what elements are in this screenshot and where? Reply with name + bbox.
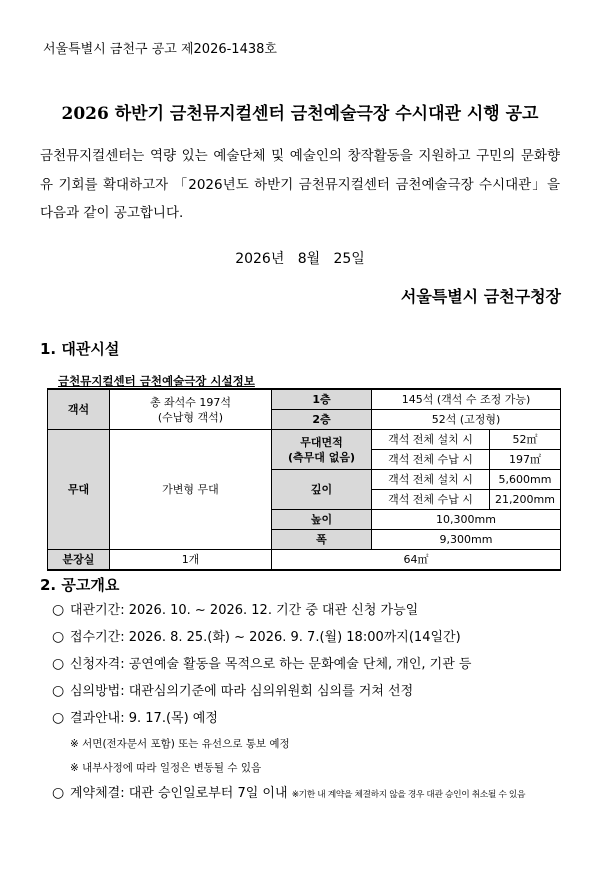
stage-label: 무대 [48,430,110,550]
list-item: ○ 결과안내: 9. 17.(목) 예정 [52,705,572,732]
section-heading-facilities: 1. 대관시설 [40,340,120,358]
circle-bullet-icon: ○ [52,602,65,618]
schedule-note: ※ 내부사정에 따라 일정은 변동될 수 있음 [70,762,262,774]
table-caption: 금천뮤지컬센터 금천예술극장 시설정보 [58,374,255,388]
contract-note: ※기한 내 계약을 체결하지 않을 경우 대관 승인이 취소될 수 있음 [291,790,526,800]
height-val: 10,300mm [372,510,561,530]
floor2-label: 2층 [272,410,372,430]
notice-number: 서울특별시 금천구 공고 제2026-1438호 [43,42,277,57]
area-row1-cond: 객석 전체 설치 시 [372,430,490,450]
circle-bullet-icon: ○ [52,656,65,672]
area-row2-cond: 객석 전체 수납 시 [372,450,490,470]
note-mark-icon: ※ [70,738,79,750]
depth-label: 깊이 [272,470,372,510]
width-val: 9,300mm [372,530,561,550]
circle-bullet-icon: ○ [52,683,65,699]
dressing-count: 1개 [110,550,272,571]
note-mark-icon: ※ [70,762,79,774]
seating-label: 객석 [48,389,110,430]
stage-type: 가변형 무대 [110,430,272,550]
facility-table [47,388,561,571]
list-item: ○ 신청자격: 공연예술 활동을 목적으로 하는 문화예술 단체, 개인, 기관 등 [52,651,572,678]
stage-area-label: 무대면적 (측무대 없음) [272,430,372,470]
list-item-contract: ○ 계약체결: 대관 승인일로부터 7일 이내 ※기한 내 계약을 체결하지 않을 경우 대관 승인이 취소될 수 있음 [52,780,572,807]
depth-row1-cond: 객석 전체 설치 시 [372,470,490,490]
circle-bullet-icon: ○ [52,629,65,645]
seating-total: 총 좌석수 197석 (수납형 객석) [110,389,272,430]
overview-list [52,597,572,807]
list-item: ○ 접수기간: 2026. 8. 25.(화) ~ 2026. 9. 7.(월) 18:00까지(14일간) [52,624,572,651]
section-heading-overview: 2. 공고개요 [40,576,120,594]
floor1-value: 145석 (객석 수 조정 가능) [372,389,561,410]
depth-row2-val: 21,200mm [490,490,561,510]
list-item: ○ 심의방법: 대관심의기준에 따라 심의위원회 심의를 거쳐 선정 [52,678,572,705]
list-item: ○ 대관기간: 2026. 10. ~ 2026. 12. 기간 중 대관 신청 가능일 [52,597,572,624]
dressing-area: 64㎡ [272,550,561,571]
area-row1-val: 52㎡ [490,430,561,450]
result-note: ※ 서면(전자문서 포함) 또는 유선으로 통보 예정 [70,738,290,750]
floor2-value: 52석 (고정형) [372,410,561,430]
depth-row1-val: 5,600mm [490,470,561,490]
height-label: 높이 [272,510,372,530]
circle-bullet-icon: ○ [52,785,65,801]
intro-paragraph: 금천뮤지컬센터는 역량 있는 예술단체 및 예술인의 창작활동을 지원하고 구민의 문화향유 기회를 확대하고자 「2026년도 하반기 금천뮤지컬센터 금천예술극장 수시대관」을 다음과 같이 공고합니다. [40,148,560,221]
width-label: 폭 [272,530,372,550]
floor1-label: 1층 [272,389,372,410]
document-title: 2026 하반기 금천뮤지컬센터 금천예술극장 수시대관 시행 공고 [61,104,539,124]
dressing-label: 분장실 [48,550,110,571]
notice-date: 2026년 8월 25일 [235,251,365,267]
depth-row2-cond: 객석 전체 수납 시 [372,490,490,510]
circle-bullet-icon: ○ [52,710,65,726]
area-row2-val: 197㎡ [490,450,561,470]
issuer: 서울특별시 금천구청장 [400,287,561,306]
